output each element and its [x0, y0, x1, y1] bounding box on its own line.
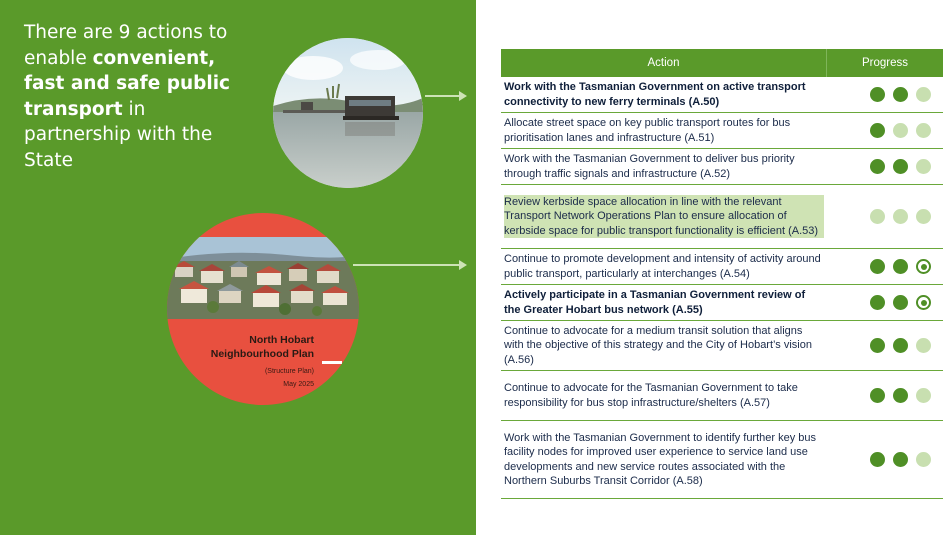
empty-dot-icon — [916, 338, 931, 353]
empty-dot-icon — [916, 209, 931, 224]
action-text — [501, 421, 827, 498]
arrow-right-icon — [425, 95, 465, 97]
action-text — [501, 371, 827, 420]
actions-table — [501, 49, 943, 499]
table-row — [501, 371, 943, 421]
filled-dot-icon — [893, 87, 908, 102]
filled-dot-icon — [870, 259, 885, 274]
progress-indicator — [827, 185, 943, 248]
filled-dot-icon — [893, 338, 908, 353]
table-row — [501, 113, 943, 149]
table-row — [501, 149, 943, 185]
empty-dot-icon — [893, 209, 908, 224]
action-text — [501, 285, 827, 320]
filled-dot-icon — [893, 388, 908, 403]
action-label: Review kerbside space allocation in line with the relevant Transport Network Operations Plan to ensure allocation of kerbside space for public transport functionality is efficient (A.53) — [504, 195, 824, 238]
progress-indicator — [827, 149, 943, 184]
target-dot-icon — [916, 259, 931, 274]
arrow-right-icon — [353, 264, 465, 266]
filled-dot-icon — [893, 159, 908, 174]
table-row — [501, 249, 943, 285]
filled-dot-icon — [870, 159, 885, 174]
progress-indicator — [827, 285, 943, 320]
progress-indicator — [827, 321, 943, 370]
table-row — [501, 285, 943, 321]
progress-indicator — [827, 77, 943, 112]
filled-dot-icon — [893, 452, 908, 467]
table-row — [501, 77, 943, 113]
filled-dot-icon — [870, 338, 885, 353]
headline-part1: There are 9 actions to enable — [24, 22, 228, 69]
target-dot-icon — [916, 295, 931, 310]
table-header — [501, 49, 943, 77]
filled-dot-icon — [870, 388, 885, 403]
empty-dot-icon — [916, 123, 931, 138]
headline-bold: convenient, fast and safe public transport — [24, 47, 231, 120]
empty-dot-icon — [893, 123, 908, 138]
action-text — [501, 185, 827, 248]
filled-dot-icon — [870, 295, 885, 310]
action-label: Continue to promote development and intensity of activity around public transport, particularly at interchanges (A.54) — [504, 253, 821, 280]
progress-indicator — [827, 421, 943, 498]
header-action: Action — [501, 49, 827, 77]
filled-dot-icon — [893, 259, 908, 274]
plan-subtitle: (Structure Plan) — [264, 368, 314, 375]
action-text — [501, 149, 827, 184]
neighbourhood-plan-cover — [167, 213, 359, 405]
ferry-terminal-image — [273, 38, 423, 188]
headline — [24, 20, 244, 173]
action-label: Work with the Tasmanian Government to deliver bus priority through traffic signals and infrastructure (A.52) — [504, 153, 795, 180]
table-row — [501, 421, 943, 499]
progress-indicator — [827, 371, 943, 420]
action-label: Continue to advocate for a medium transit solution that aligns with the objective of this strategy and the City of Hobart’s vision (A.56) — [504, 325, 812, 366]
header-progress: Progress — [861, 57, 909, 69]
empty-dot-icon — [916, 452, 931, 467]
action-text — [501, 113, 827, 148]
action-label: Work with the Tasmanian Government to identify further key bus facility nodes for improved user experience to service land use developments and new service routes associated with the Northern Suburbs Transit Corridor (A.58) — [504, 432, 817, 487]
filled-dot-icon — [870, 452, 885, 467]
action-label: Actively participate in a Tasmanian Government review of the Greater Hobart bus network (A.55) — [504, 289, 806, 316]
table-body — [501, 77, 943, 499]
action-label: Allocate street space on key public transport routes for bus prioritisation lanes and infrastructure (A.51) — [504, 117, 791, 144]
empty-dot-icon — [870, 209, 885, 224]
action-text — [501, 321, 827, 370]
filled-dot-icon — [870, 87, 885, 102]
action-label: Continue to advocate for the Tasmanian Government to take responsibility for bus stop infrastructure/shelters (A.57) — [504, 382, 798, 409]
filled-dot-icon — [870, 123, 885, 138]
table-row — [501, 321, 943, 371]
action-label: Work with the Tasmanian Government on active transport connectivity to new ferry terminals (A.50) — [504, 81, 806, 108]
suburb-photo — [167, 237, 359, 319]
empty-dot-icon — [916, 159, 931, 174]
progress-indicator — [827, 113, 943, 148]
action-text — [501, 77, 827, 112]
headline-part2: in partnership with the State — [24, 98, 213, 171]
plan-date: May 2025 — [283, 381, 314, 388]
action-text — [501, 249, 827, 284]
empty-dot-icon — [916, 87, 931, 102]
table-row — [501, 185, 943, 249]
empty-dot-icon — [916, 388, 931, 403]
filled-dot-icon — [893, 295, 908, 310]
plan-title: North Hobart Neighbourhood Plan — [210, 334, 314, 360]
plan-divider — [322, 361, 342, 364]
progress-indicator — [827, 249, 943, 284]
